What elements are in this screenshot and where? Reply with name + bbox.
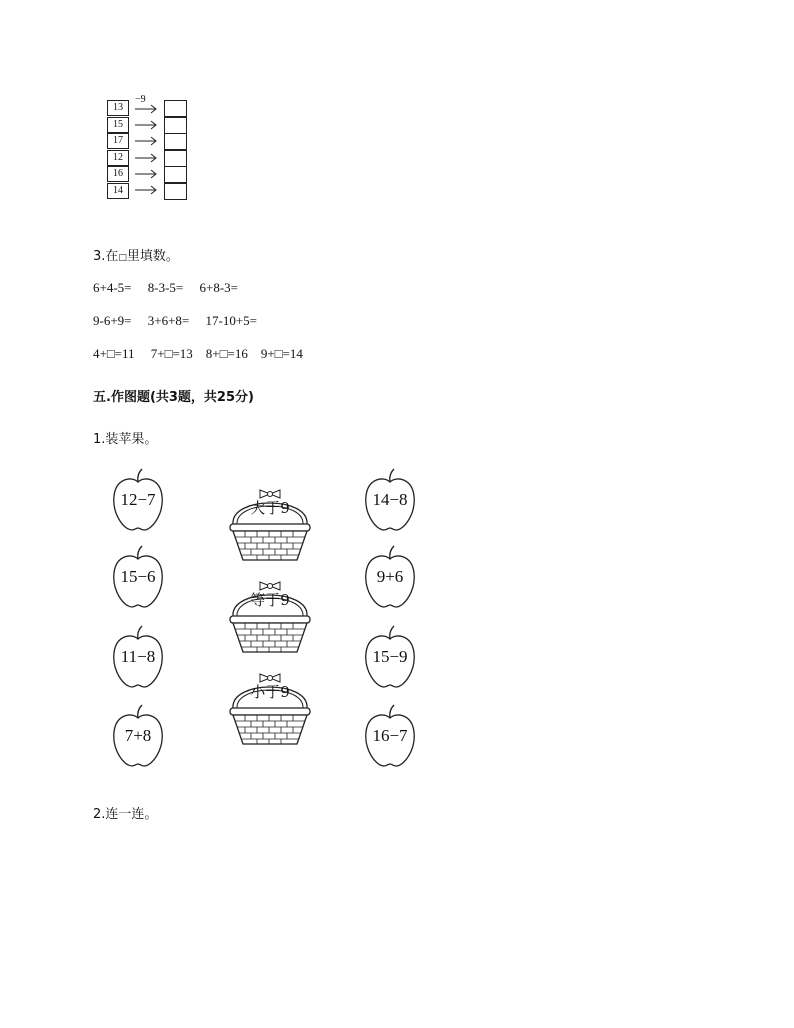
apple-card[interactable]	[110, 545, 166, 611]
apple-card[interactable]	[362, 468, 418, 534]
input-cell: 14	[107, 183, 129, 199]
apple-card[interactable]	[362, 545, 418, 611]
answer-box[interactable]	[164, 117, 187, 134]
apple-label: 12−7	[120, 490, 156, 509]
q3-equation-line: 6+4-5= 8-3-5= 6+8-3=	[93, 280, 238, 295]
apple-card[interactable]	[110, 625, 166, 691]
apple-label: 9+6	[376, 567, 404, 586]
q2-title: 2.连一连。	[93, 807, 158, 822]
arrow-icon	[134, 183, 160, 199]
apple-card[interactable]	[362, 704, 418, 770]
input-cell: 15	[107, 117, 129, 133]
apple-label: 11−8	[120, 647, 156, 666]
mapping-row	[107, 117, 197, 133]
apple-label: 7+8	[124, 726, 152, 745]
answer-box[interactable]	[164, 166, 187, 183]
answer-box[interactable]	[164, 183, 187, 200]
mapping-row	[107, 133, 197, 149]
basket-icon	[227, 576, 313, 656]
arrow-icon	[134, 117, 160, 133]
box-glyph: □	[118, 253, 127, 263]
input-cell: 16	[107, 166, 129, 182]
section-heading: 五.作图题(共3题，共25分)	[93, 390, 254, 405]
input-cell: 13	[107, 100, 129, 116]
mapping-row	[107, 150, 197, 166]
q3-title-suffix: 里填数。	[126, 249, 179, 264]
mapping-row	[107, 166, 197, 182]
apple-card[interactable]	[362, 625, 418, 691]
q3-equation-line: 4+□=11 7+□=13 8+□=16 9+□=14	[93, 346, 303, 361]
apple-card[interactable]	[110, 468, 166, 534]
answer-box[interactable]	[164, 150, 187, 167]
basket[interactable]	[227, 668, 313, 748]
basket-label: 等于9	[250, 591, 290, 609]
arrow-icon	[134, 100, 160, 116]
basket-icon	[227, 484, 313, 564]
apple-label: 14−8	[372, 490, 408, 509]
answer-box[interactable]	[164, 100, 187, 117]
mapping-row	[107, 183, 197, 199]
basket[interactable]	[227, 484, 313, 564]
arrow-icon	[134, 133, 160, 149]
apple-card[interactable]	[110, 704, 166, 770]
apple-label: 15−6	[120, 567, 156, 586]
basket-label: 大于9	[250, 499, 290, 517]
arrow-icon	[134, 166, 160, 182]
basket-icon	[227, 668, 313, 748]
answer-box[interactable]	[164, 133, 187, 150]
apple-label: 16−7	[372, 726, 408, 745]
arrow-icon	[134, 150, 160, 166]
mapping-row	[107, 100, 197, 116]
apple-label: 15−9	[372, 647, 408, 666]
input-cell: 12	[107, 150, 129, 166]
q3-title-prefix: 3.在	[93, 249, 119, 264]
basket-label: 小于9	[250, 683, 290, 701]
input-cell: 17	[107, 133, 129, 149]
q3-title	[93, 245, 179, 264]
q1-title: 1.装苹果。	[93, 432, 158, 447]
operator-label: −9	[135, 94, 146, 105]
basket[interactable]	[227, 576, 313, 656]
q3-equation-line: 9-6+9= 3+6+8= 17-10+5=	[93, 313, 257, 328]
